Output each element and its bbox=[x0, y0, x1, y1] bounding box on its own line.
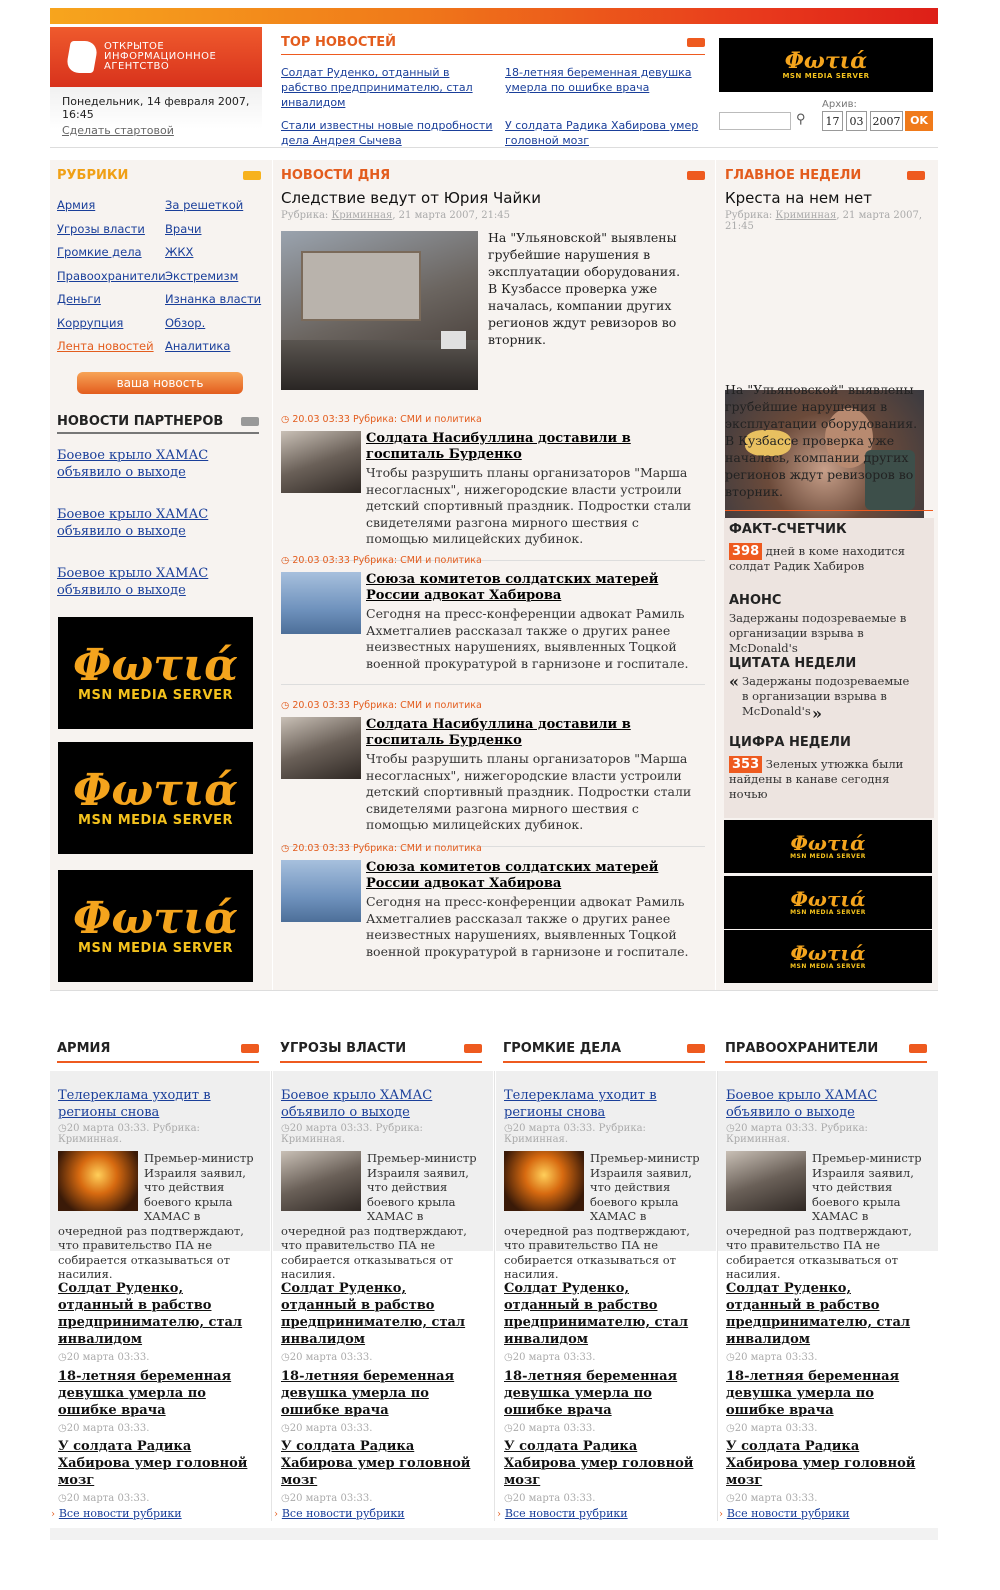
left-banner[interactable] bbox=[58, 870, 253, 982]
banner-logo: Φωτιά bbox=[73, 764, 238, 816]
left-banner[interactable] bbox=[58, 742, 253, 854]
arrow-icon: › bbox=[274, 1509, 278, 1520]
announce-title: АНОНС bbox=[729, 593, 782, 608]
news-text: Сегодня на пресс-конференции адвокат Рамиль Ахметгалиев рассказал также о других ранее неизвестных нарушениях, выявленных Тоцкой военной прокуратурой в гарнизоне и госпитале. bbox=[366, 894, 689, 959]
bottom-lead-meta: ◷20 марта 03:33. Рубрика: Криминная. bbox=[281, 1123, 423, 1145]
quote-title: ЦИТАТА НЕДЕЛИ bbox=[729, 656, 857, 671]
column-separator bbox=[271, 1071, 272, 1521]
top-news-link[interactable]: У солдата Радика Хабирова умер головной мозг bbox=[505, 119, 699, 147]
headline-date: ◷20 марта 03:33. bbox=[726, 1493, 818, 1504]
rubric-link[interactable]: Врачи bbox=[165, 221, 202, 236]
quote-text: Задержаны подозреваемые в организации взрыва в McDonald's bbox=[742, 674, 910, 718]
partners-tag-icon bbox=[241, 417, 259, 426]
partners-title: НОВОСТИ ПАРТНЕРОВ bbox=[57, 414, 224, 429]
banner-logo: Φωτιά bbox=[790, 887, 866, 911]
bottom-lead-link[interactable]: Боевое крыло ХАМАС объявило о выходе bbox=[726, 1088, 878, 1120]
rubric-link[interactable]: Коррупция bbox=[57, 315, 124, 330]
arrow-icon: › bbox=[719, 1509, 723, 1520]
rubric-link[interactable]: Изнанка власти bbox=[165, 292, 262, 306]
fact-counter-title: ФАКТ-СЧЕТЧИК bbox=[729, 522, 847, 537]
bottom-lead-text: Премьер-министр Израиля заявил, что действия боевого крыла ХАМАС в очередной раз подтверждают, что правительство ПА не собирается отказываться от насилия. bbox=[726, 1151, 922, 1281]
column-tag-icon bbox=[241, 1044, 259, 1053]
rubric-link[interactable]: Громкие дела bbox=[57, 245, 142, 259]
column-underline bbox=[57, 1061, 259, 1063]
bottom-headline-link[interactable]: У солдата Радика Хабирова умер головной мозг bbox=[504, 1439, 694, 1488]
bottom-lead-link[interactable]: Боевое крыло ХАМАС объявило о выходе bbox=[281, 1088, 433, 1120]
news-text: Чтобы разрушить планы организаторов "Марша несогласных", нижегородские власти устроили детский спортивный праздник. Подростки стали свидетелями разгона мирного шествия с помощью милицейских дубинок. bbox=[366, 751, 692, 832]
clock-icon: ◷ bbox=[726, 1123, 735, 1134]
headline-date: ◷20 марта 03:33. bbox=[281, 1352, 373, 1363]
news-title-link[interactable]: Союза комитетов солдатских матерей России адвокат Хабирова bbox=[366, 860, 659, 891]
banner-logo: Φωτιά bbox=[790, 831, 866, 855]
column-tag-icon bbox=[464, 1044, 482, 1053]
figure-text: Зеленых утюжка были bbox=[765, 757, 904, 771]
bottom-headline-link[interactable]: 18-летняя беременная девушка умерла по ошибке врача bbox=[504, 1369, 678, 1418]
bottom-lead-link[interactable]: Телереклама уходит в регионы снова bbox=[504, 1088, 657, 1120]
bottom-lead-text: Премьер-министр Израиля заявил, что действия боевого крыла ХАМАС в очередной раз подтверждают, что правительство ПА не собирается отказываться от насилия. bbox=[58, 1151, 254, 1281]
date-box bbox=[50, 87, 262, 137]
partner-news-link[interactable]: Боевое крыло ХАМАС объявило о выходе bbox=[57, 566, 209, 598]
bottom-headlines bbox=[281, 1280, 486, 1508]
clock-icon: ◷ bbox=[504, 1493, 513, 1504]
bottom-column-title[interactable]: ПРАВООХРАНИТЕЛИ bbox=[725, 1041, 879, 1056]
news-title-link[interactable]: Солдата Насибуллина доставили в госпиталь Бурденко bbox=[366, 431, 631, 462]
headline-date: ◷20 марта 03:33. bbox=[58, 1423, 150, 1434]
make-home-link[interactable]: Сделать стартовой bbox=[62, 124, 174, 137]
week-main-title: ГЛАВНОЕ НЕДЕЛИ bbox=[725, 168, 862, 183]
bottom-lead bbox=[281, 1087, 486, 1282]
clock-icon: ◷ bbox=[281, 1352, 290, 1363]
clock-icon: ◷ bbox=[58, 1352, 67, 1363]
rubric-link[interactable]: Криминная bbox=[775, 210, 837, 221]
right-banner[interactable] bbox=[724, 820, 932, 873]
clock-icon: ◷ bbox=[58, 1423, 67, 1434]
quote-open-icon: « bbox=[729, 672, 739, 691]
column-separator bbox=[494, 1071, 495, 1521]
bottom-lead-thumb[interactable] bbox=[504, 1151, 584, 1211]
rubrics-list-left bbox=[57, 194, 165, 359]
figure-number: 353 bbox=[729, 756, 762, 773]
header-divider bbox=[50, 147, 938, 148]
rubric-link[interactable]: Армия bbox=[57, 198, 96, 212]
banner-caption: MSN MEDIA SERVER bbox=[790, 853, 866, 860]
rubric-link[interactable]: Экстремизм bbox=[165, 268, 239, 283]
banner-caption: MSN MEDIA SERVER bbox=[78, 812, 233, 828]
fact-counter-text: дней в коме находится bbox=[765, 544, 906, 558]
top-news-link[interactable]: Стали известны новые подробности дела Андрея Сычева bbox=[281, 119, 493, 147]
rubrics-list-right bbox=[165, 194, 269, 359]
banner-caption: MSN MEDIA SERVER bbox=[790, 963, 866, 970]
week-main-header bbox=[725, 168, 925, 183]
all-rubric-news-link[interactable]: Все новости рубрики bbox=[504, 1507, 628, 1520]
bottom-lead-thumb[interactable] bbox=[58, 1151, 138, 1211]
all-rubric-news bbox=[51, 1506, 182, 1520]
banner-caption: MSN MEDIA SERVER bbox=[78, 940, 233, 956]
bottom-column-header bbox=[280, 1041, 482, 1063]
headline-date: ◷20 марта 03:33. bbox=[726, 1423, 818, 1434]
bottom-lead-text: Премьер-министр Израиля заявил, что действия боевого крыла ХАМАС в очередной раз подтверждают, что правительство ПА не собирается отказываться от насилия. bbox=[504, 1151, 700, 1281]
top-news-tag-icon bbox=[687, 38, 705, 47]
news-thumb[interactable] bbox=[281, 717, 361, 779]
rubric-link[interactable]: Криминная bbox=[331, 210, 393, 221]
day-news-lead: На "Ульяновской" выявлены грубейшие нарушения в эксплуатации оборудования. В Кузбассе проверка уже началась, компании других регионов ждут ревизоров во вторник. bbox=[488, 230, 681, 347]
rubric-link[interactable]: Деньги bbox=[57, 292, 101, 306]
right-banner[interactable] bbox=[724, 930, 932, 983]
all-rubric-news-link[interactable]: Все новости рубрики bbox=[726, 1507, 850, 1520]
search-icon[interactable]: ⚲ bbox=[796, 112, 806, 127]
headline-date: ◷20 марта 03:33. bbox=[281, 1493, 373, 1504]
bottom-headline-link[interactable]: 18-летняя беременная девушка умерла по ошибке врача bbox=[726, 1369, 900, 1418]
news-thumb[interactable] bbox=[281, 860, 361, 922]
week-main-meta: Рубрика: Криминная, 21 марта 2007, 21:45 bbox=[725, 210, 923, 232]
logo-mark-icon bbox=[65, 41, 99, 73]
week-main-tag-icon bbox=[907, 171, 925, 180]
day-news-headline[interactable]: Следствие ведут от Юрия Чайки bbox=[281, 189, 542, 207]
main-bottom-divider bbox=[50, 990, 938, 991]
news-thumb[interactable] bbox=[281, 431, 361, 493]
all-rubric-news-link[interactable]: Все новости рубрики bbox=[58, 1507, 182, 1520]
fact-counter-text-2: солдат Радик Хабиров bbox=[729, 559, 865, 573]
bottom-column-header bbox=[57, 1041, 259, 1063]
archive-ok-button[interactable]: OK bbox=[905, 111, 933, 131]
arrow-icon: › bbox=[497, 1509, 501, 1520]
headline-date: ◷20 марта 03:33. bbox=[504, 1352, 596, 1363]
all-rubric-news bbox=[274, 1506, 405, 1520]
agency-logo[interactable] bbox=[50, 27, 262, 87]
fact-figure bbox=[729, 735, 929, 802]
partners-header bbox=[57, 414, 259, 434]
facts-divider bbox=[725, 510, 933, 511]
announce-text[interactable]: Задержаны подозреваемые в организации взрыва в McDonald's bbox=[729, 611, 907, 655]
bottom-headlines bbox=[58, 1280, 263, 1508]
top-news-link[interactable]: Солдат Руденко, отданный в рабство предпринимателю, стал инвалидом bbox=[281, 66, 473, 109]
clock-icon: ◷ bbox=[504, 1352, 513, 1363]
clock-icon: ◷ bbox=[281, 555, 290, 566]
news-divider bbox=[281, 684, 705, 685]
bottom-headline-link[interactable]: 18-летняя беременная девушка умерла по ошибке врача bbox=[58, 1369, 232, 1418]
column-underline bbox=[280, 1061, 482, 1063]
archive-day-input[interactable]: 17 bbox=[822, 111, 843, 131]
bottom-lead-meta: ◷20 марта 03:33. Рубрика: Криминная. bbox=[58, 1123, 200, 1145]
rubric-link[interactable]: За решеткой bbox=[165, 198, 244, 212]
column-underline bbox=[725, 1061, 927, 1063]
top-news-title: TOP НОВОСТЕЙ bbox=[281, 35, 397, 50]
clock-icon: ◷ bbox=[281, 1423, 290, 1434]
banner-logo: Φωτιά bbox=[784, 48, 868, 74]
rubric-link[interactable]: Обзор. Аналитика bbox=[165, 315, 231, 353]
top-news bbox=[281, 35, 705, 148]
news-title-link[interactable]: Союза комитетов солдатских матерей России адвокат Хабирова bbox=[366, 572, 659, 603]
partner-news-link[interactable]: Боевое крыло ХАМАС объявило о выходе bbox=[57, 507, 209, 539]
top-gradient-bar bbox=[50, 8, 938, 24]
bottom-lead-meta: ◷20 марта 03:33. Рубрика: Криминная. bbox=[504, 1123, 646, 1145]
fact-counter bbox=[729, 522, 929, 574]
bottom-headlines bbox=[726, 1280, 931, 1508]
news-text: Сегодня на пресс-конференции адвокат Рамиль Ахметгалиев рассказал также о других ранее неизвестных нарушениях, выявленных Тоцкой военной прокуратурой в гарнизоне и госпитале. bbox=[366, 606, 689, 671]
header-banner[interactable] bbox=[719, 38, 933, 92]
bottom-headline-link[interactable]: У солдата Радика Хабирова умер головной мозг bbox=[281, 1439, 471, 1488]
bottom-headline-link[interactable]: 18-летняя беременная девушка умерла по ошибке врача bbox=[281, 1369, 455, 1418]
bottom-lead bbox=[58, 1087, 263, 1282]
day-news-meta: Рубрика: Криминная, 21 марта 2007, 21:45 bbox=[281, 210, 511, 221]
clock-icon: ◷ bbox=[281, 843, 290, 854]
banner-logo: Φωτιά bbox=[790, 941, 866, 965]
arrow-icon: › bbox=[51, 1509, 55, 1520]
archive-year-input[interactable]: 2007 bbox=[870, 111, 903, 131]
all-rubric-news bbox=[719, 1506, 850, 1520]
clock-icon: ◷ bbox=[726, 1423, 735, 1434]
clock-icon: ◷ bbox=[58, 1123, 67, 1134]
figure-title: ЦИФРА НЕДЕЛИ bbox=[729, 735, 851, 750]
bottom-headlines bbox=[504, 1280, 709, 1508]
banner-caption: MSN MEDIA SERVER bbox=[78, 687, 233, 703]
week-main-headline[interactable]: Креста на нем нет bbox=[725, 189, 873, 207]
day-news-title: НОВОСТИ ДНЯ bbox=[281, 168, 391, 183]
top-news-link[interactable]: 18-летняя беременная девушка умерла по ошибке врача bbox=[505, 66, 692, 94]
fact-quote bbox=[729, 656, 929, 723]
banner-logo: Φωτιά bbox=[73, 639, 238, 691]
news-item bbox=[281, 843, 705, 960]
left-banner[interactable] bbox=[58, 617, 253, 729]
week-main-text: На "Ульяновской" выявлены грубейшие нарушения в эксплуатации оборудования. В Кузбассе проверка уже началась, компании других регионов ждут ревизоров во вторник. bbox=[725, 382, 918, 499]
news-thumb[interactable] bbox=[281, 572, 361, 634]
all-rubric-news bbox=[497, 1506, 628, 1520]
news-text: Чтобы разрушить планы организаторов "Марша несогласных", нижегородские власти устроили детский спортивный праздник. Подростки стали свидетелями разгона мирного шествия с помощью милицейских дубинок. bbox=[366, 465, 692, 546]
current-date: Понедельник, 14 февраля 2007, 16:45 bbox=[62, 95, 250, 121]
archive-label: Архив: bbox=[822, 99, 857, 110]
headline-date: ◷20 марта 03:33. bbox=[726, 1352, 818, 1363]
bottom-column-header bbox=[503, 1041, 705, 1063]
bottom-headline-link[interactable]: Солдат Руденко, отданный в рабство предпринимателю, стал инвалидом bbox=[58, 1281, 243, 1347]
banner-caption: MSN MEDIA SERVER bbox=[782, 72, 870, 80]
your-news-button[interactable]: ваша новость bbox=[77, 372, 243, 394]
column-tag-icon bbox=[687, 1044, 705, 1053]
rubrics-tag-icon bbox=[243, 171, 261, 180]
bottom-lead bbox=[726, 1087, 931, 1282]
rubrics-title: РУБРИКИ bbox=[57, 168, 129, 183]
bottom-column-title[interactable]: УГРОЗЫ ВЛАСТИ bbox=[280, 1041, 407, 1056]
rubric-link[interactable]: Правоохранители bbox=[57, 268, 166, 283]
bottom-headline-link[interactable]: Солдат Руденко, отданный в рабство предпринимателю, стал инвалидом bbox=[281, 1281, 466, 1347]
clock-icon: ◷ bbox=[726, 1352, 735, 1363]
rubrics-header bbox=[57, 168, 261, 183]
fact-counter-number: 398 bbox=[729, 543, 762, 560]
rubric-link[interactable]: Угрозы власти bbox=[57, 221, 145, 236]
column-tag-icon bbox=[909, 1044, 927, 1053]
quote-close-icon: » bbox=[812, 704, 822, 723]
logo-text: ОТКРЫТОЕ ИНФОРМАЦИОННОЕ АГЕНТСТВО bbox=[104, 41, 217, 72]
figure-text-2: найдены в канаве сегодня ночью bbox=[729, 772, 890, 801]
clock-icon: ◷ bbox=[281, 1123, 290, 1134]
headline-date: ◷20 марта 03:33. bbox=[58, 1352, 150, 1363]
news-time: ◷ 20.03 03:33 Рубрика: СМИ и политика bbox=[281, 700, 482, 711]
bottom-headline-link[interactable]: У солдата Радика Хабирова умер головной мозг bbox=[58, 1439, 248, 1488]
clock-icon: ◷ bbox=[58, 1493, 67, 1504]
banner-caption: MSN MEDIA SERVER bbox=[790, 909, 866, 916]
day-news-tag-icon bbox=[687, 171, 705, 180]
headline-date: ◷20 марта 03:33. bbox=[504, 1493, 596, 1504]
clock-icon: ◷ bbox=[281, 414, 290, 425]
search-input[interactable] bbox=[719, 112, 791, 130]
headline-date: ◷20 марта 03:33. bbox=[504, 1423, 596, 1434]
news-item bbox=[281, 555, 705, 685]
news-item bbox=[281, 414, 705, 561]
headline-date: ◷20 марта 03:33. bbox=[58, 1493, 150, 1504]
news-time: ◷ 20.03 03:33 Рубрика: СМИ и политика bbox=[281, 555, 482, 566]
bottom-headline-link[interactable]: У солдата Радика Хабирова умер головной мозг bbox=[726, 1439, 916, 1488]
bottom-lead-thumb[interactable] bbox=[281, 1151, 361, 1211]
news-time: ◷ 20.03 03:33 Рубрика: СМИ и политика bbox=[281, 843, 482, 854]
archive-month-input[interactable]: 03 bbox=[846, 111, 867, 131]
clock-icon: ◷ bbox=[504, 1423, 513, 1434]
news-title-link[interactable]: Солдата Насибуллина доставили в госпиталь Бурденко bbox=[366, 717, 631, 748]
banner-logo: Φωτιά bbox=[73, 892, 238, 944]
column-underline bbox=[503, 1061, 705, 1063]
day-news-header bbox=[281, 168, 705, 183]
bottom-column-title[interactable]: АРМИЯ bbox=[57, 1041, 111, 1056]
bottom-column-header bbox=[725, 1041, 927, 1063]
rubric-link[interactable]: ЖКХ bbox=[165, 245, 194, 259]
right-banner[interactable] bbox=[724, 876, 932, 929]
bottom-headline-link[interactable]: Солдат Руденко, отданный в рабство предпринимателю, стал инвалидом bbox=[504, 1281, 689, 1347]
news-feed-link[interactable]: Лента новостей bbox=[57, 339, 154, 353]
bottom-column-title[interactable]: ГРОМКИЕ ДЕЛА bbox=[503, 1041, 622, 1056]
partner-news-list bbox=[57, 447, 232, 599]
footer-strip bbox=[50, 1528, 938, 1540]
bottom-lead-text: Премьер-министр Израиля заявил, что действия боевого крыла ХАМАС в очередной раз подтверждают, что правительство ПА не собирается отказываться от насилия. bbox=[281, 1151, 477, 1281]
clock-icon: ◷ bbox=[504, 1123, 513, 1134]
bottom-headline-link[interactable]: Солдат Руденко, отданный в рабство предпринимателю, стал инвалидом bbox=[726, 1281, 911, 1347]
clock-icon: ◷ bbox=[726, 1493, 735, 1504]
bottom-lead-meta: ◷20 марта 03:33. Рубрика: Криминная. bbox=[726, 1123, 868, 1145]
news-item bbox=[281, 700, 705, 847]
bottom-lead-thumb[interactable] bbox=[726, 1151, 806, 1211]
clock-icon: ◷ bbox=[281, 1493, 290, 1504]
clock-icon: ◷ bbox=[281, 700, 290, 711]
partner-news-link[interactable]: Боевое крыло ХАМАС объявило о выходе bbox=[57, 448, 209, 480]
bottom-lead bbox=[504, 1087, 709, 1282]
all-rubric-news-link[interactable]: Все новости рубрики bbox=[281, 1507, 405, 1520]
headline-date: ◷20 марта 03:33. bbox=[281, 1423, 373, 1434]
bottom-lead-link[interactable]: Телереклама уходит в регионы снова bbox=[58, 1088, 211, 1120]
day-news-photo[interactable] bbox=[281, 231, 478, 390]
news-time: ◷ 20.03 03:33 Рубрика: СМИ и политика bbox=[281, 414, 482, 425]
fact-announce bbox=[729, 593, 929, 656]
